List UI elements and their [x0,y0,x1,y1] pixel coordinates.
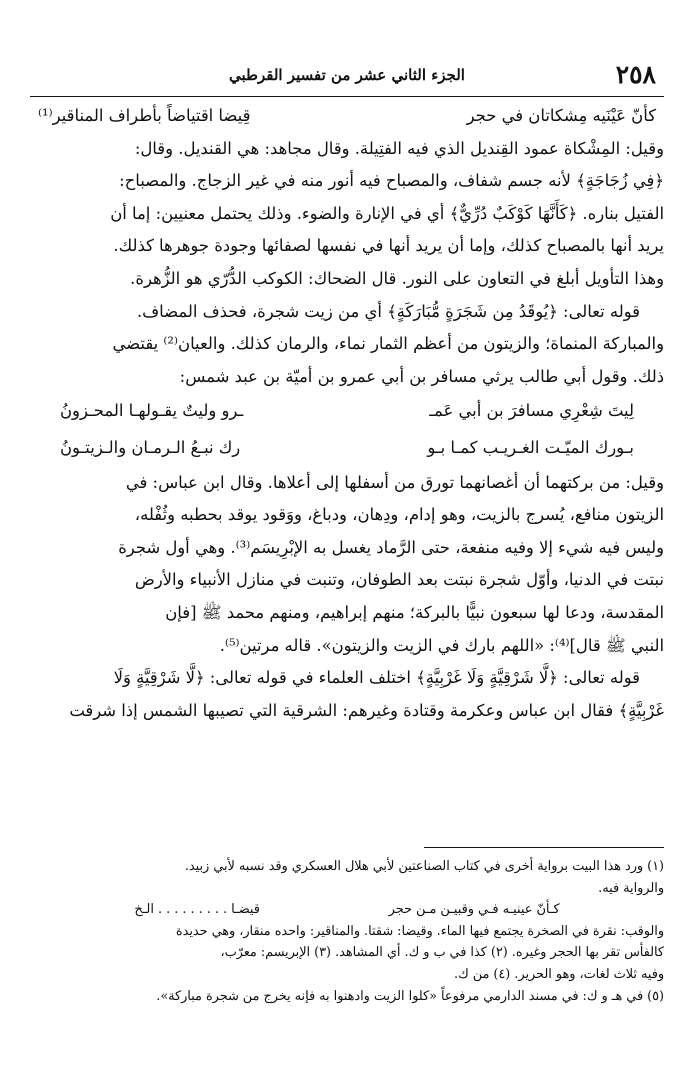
verse-hemistich-right: بـورك الميّـت الغـريـب كمـا بـو [427,437,634,457]
verse-hemistich-left: رك نبـعُ الـرمـان والـزيتـونُ [60,437,241,457]
text-line: الزيتون منافع، يُسرج بالزيت، وهو إدام، ودِهان، ودباغ، ووَقود يوقد بحطبه وثُفْله، [134,505,664,525]
main-text [30,100,664,727]
footnote-separator [424,847,664,848]
text-line: وليس فيه شيء إلا وفيه منفعة، حتى الرَّماد يغسل به الإبْرِيسَم⁽³⁾. وهي أول شجرة [118,537,664,557]
running-title: الجزء الثاني عشر من تفسير القرطبي [229,66,465,84]
footnote-verse [30,899,664,921]
footnote-line: (٥) في هـ و ك: في مسند الدارمي مرفوعاً «كلوا الزيت وادهنوا به فإنه يخرج من شجرة مباركة». [156,988,664,1004]
verse-hemistich-left: قِيضا اقتياضاً بأطراف المناقير⁽¹⁾ [38,106,251,125]
text-line: الفتيل بناره. ﴿كَأَنَّهَا كَوْكَبٌ دُرِّيٌّ﴾ أي في الإنارة والضوء. وذلك يحتمل معنيين: إما أن [110,203,664,223]
page-number: ٢٥٨ [615,60,656,89]
verse-hemistich-left: قيضـا . . . . . . . . . الـخ [134,902,260,918]
verse-hemistich-left: ـرو وليتٌ يقـولهـا المحـزونُ [60,401,244,421]
page-header [30,58,664,97]
text-line: نبتت في الدنيا، وأوّل شجرة نبتت بعد الطوفان، وتنبت في منازل الأنبياء والأرض [134,570,664,590]
verse-line [30,393,664,430]
verse-hemistich-right: لِيتَ شِعْرِي مسافرَ بن أبي عَمـ [429,401,634,421]
text-line: وهذا التأويل أبلغ في التعاون على النور. قال الضحاك: الكوكب الدُّرّي هو الزُّهرة. [130,268,664,288]
text-line: وقيل: من بركتهما أن أغصانهما تورق من أسفلها إلى أعلاها. وقال ابن عباس: في [125,472,664,492]
text-line: قوله تعالى: ﴿يُوقَدُ مِن شَجَرَةٍ مُّبَارَكَةٍ﴾ أي من زيت شجرة، فحذف المضاف. [136,301,640,321]
footnote-line: (١) ورد هذا البيت برواية أخرى في كتاب الصناعتين لأبي هلال العسكري وقد نسبه لأبي زبيد. [184,859,664,874]
footnote-line: والرواية فيه. [598,880,664,896]
text-line: ذلك. وقول أبي طالب يرثي مسافر بن أبي عمرو بن أميّة بن عبد شمس: [179,366,664,386]
verse-hemistich-right: كأنّ عَيْنَيه مِشكاتان في حجر [466,106,656,125]
text-line: غَرْبِيَّةٍ﴾ فقال ابن عباس وعكرمة وقتادة وغيرهم: الشرقية التي تصيبها الشمس إذا شرقت [69,700,664,720]
text-line: المقدسة، ودعا لها سبعون نبيًّا بالبركة؛ منهم إبراهيم، ومنهم محمد ﷺ [فإن [165,602,664,622]
text-line: وقيل: المِشْكاة عمود القِنديل الذي فيه الفتِيلة. وقال مجاهد: هي القنديل. وقال: [134,138,664,158]
text-line: يريد أنها بالمصباح كذلك، وإما أن يريد أنها في نفسها لصفائها وجودة جوهرها كذلك. [113,236,664,256]
text-line: ﴿فِي زُجَاجَةٍ﴾ لأنه جسم شفاف، والمصباح فيه أنور منه في غير الزجاج. والمصباح: [119,171,664,191]
footnote-line: كالفأس تقر بها الحجر وغيره. (٢) كذا في ب و ك. أي المشاهد. (٣) الإبريسم: معرّب، [220,945,664,961]
verse-line [30,430,664,467]
footnote-line: وفيه ثلاث لغات، وهو الحرير. (٤) من ك. [454,966,664,982]
text-line: والمباركة المنماة؛ والزيتون من أعظم الثمار نماء، والرمان كذلك. والعيان⁽²⁾ يقتضي [112,334,664,354]
footnote-line: والوقب: نقرة في الصخرة يجتمع فيها الماء. وقيضا: شقتا. والمناقير: واحده منقار، وهي حديدة [175,923,664,939]
verse-line [30,100,664,133]
verse-hemistich-right: كـأنّ عينيـه فـي وقبيـن مـن حجر [388,902,560,918]
footnotes [30,856,664,1007]
text-line: قوله تعالى: ﴿لَّا شَرْقِيَّةٍ وَلَا غَرْبِيَّةٍ﴾ اختلف العلماء في قوله تعالى: ﴿لَّا شَرْقِيَّةٍ وَلَا [113,668,640,688]
text-line: النبي ﷺ قال]⁽⁴⁾: «اللهم بارك في الزيت والزيتون». قاله مرتين⁽⁵⁾. [219,635,664,655]
